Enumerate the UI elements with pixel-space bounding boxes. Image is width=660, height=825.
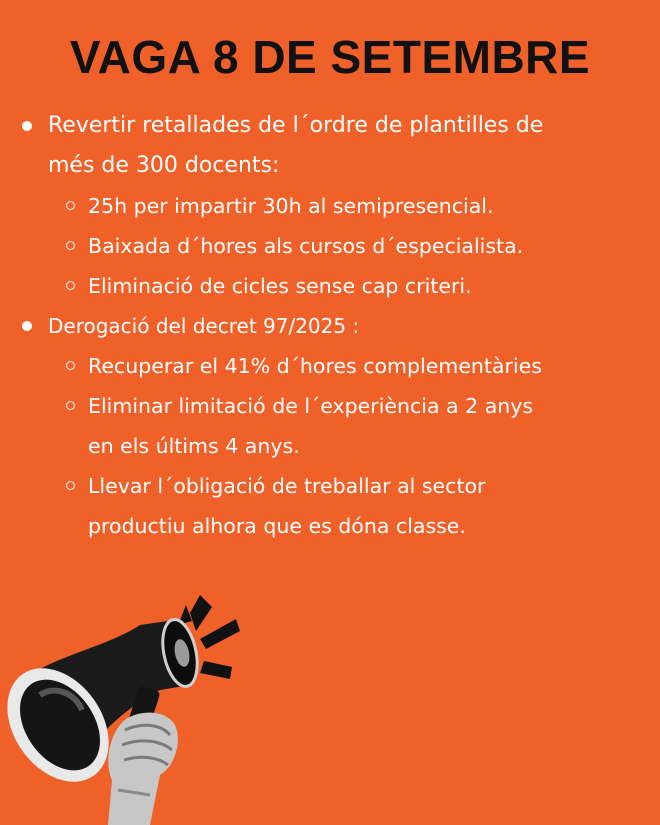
megaphone-icon — [0, 616, 203, 801]
sub-item-line: Llevar l´obligació de treballar al sector — [88, 474, 486, 498]
bullet-item-2-line-1: Derogació del decret 97/2025 : — [48, 314, 360, 338]
bullet-item-2 — [22, 306, 642, 346]
sub-item-line: 25h per impartir 30h al semipresencial. — [88, 194, 494, 218]
sub-item-line: Baixada d´hores als cursos d´especialista. — [88, 234, 524, 258]
page-title: VAGA 8 DE SETEMBRE — [69, 31, 591, 83]
demands-list — [22, 106, 642, 546]
sub-item-line: en els últims 4 anys. — [88, 434, 300, 458]
megaphone-in-hand-icon — [0, 575, 260, 825]
sub-item-line: productiu alhora que es dóna classe. — [88, 514, 466, 538]
bullet-item-1-line-2: més de 300 docents: — [48, 153, 280, 178]
sub-item-line: Eliminar limitació de l´experiència a 2 anys — [88, 394, 534, 418]
sub-item — [22, 466, 642, 546]
sub-item — [22, 266, 642, 306]
sub-item — [22, 346, 642, 386]
fist-icon — [108, 713, 178, 825]
sub-item — [22, 226, 642, 266]
sub-item — [22, 186, 642, 226]
bullet-item-1 — [22, 106, 642, 186]
sub-item — [22, 386, 642, 466]
sub-item-line: Recuperar el 41% d´hores complementàries — [88, 354, 542, 378]
bullet-item-1-line-1: Revertir retallades de l´ordre de plantilles de — [48, 113, 544, 138]
sub-item-line: Eliminació de cicles sense cap criteri. — [88, 274, 472, 298]
